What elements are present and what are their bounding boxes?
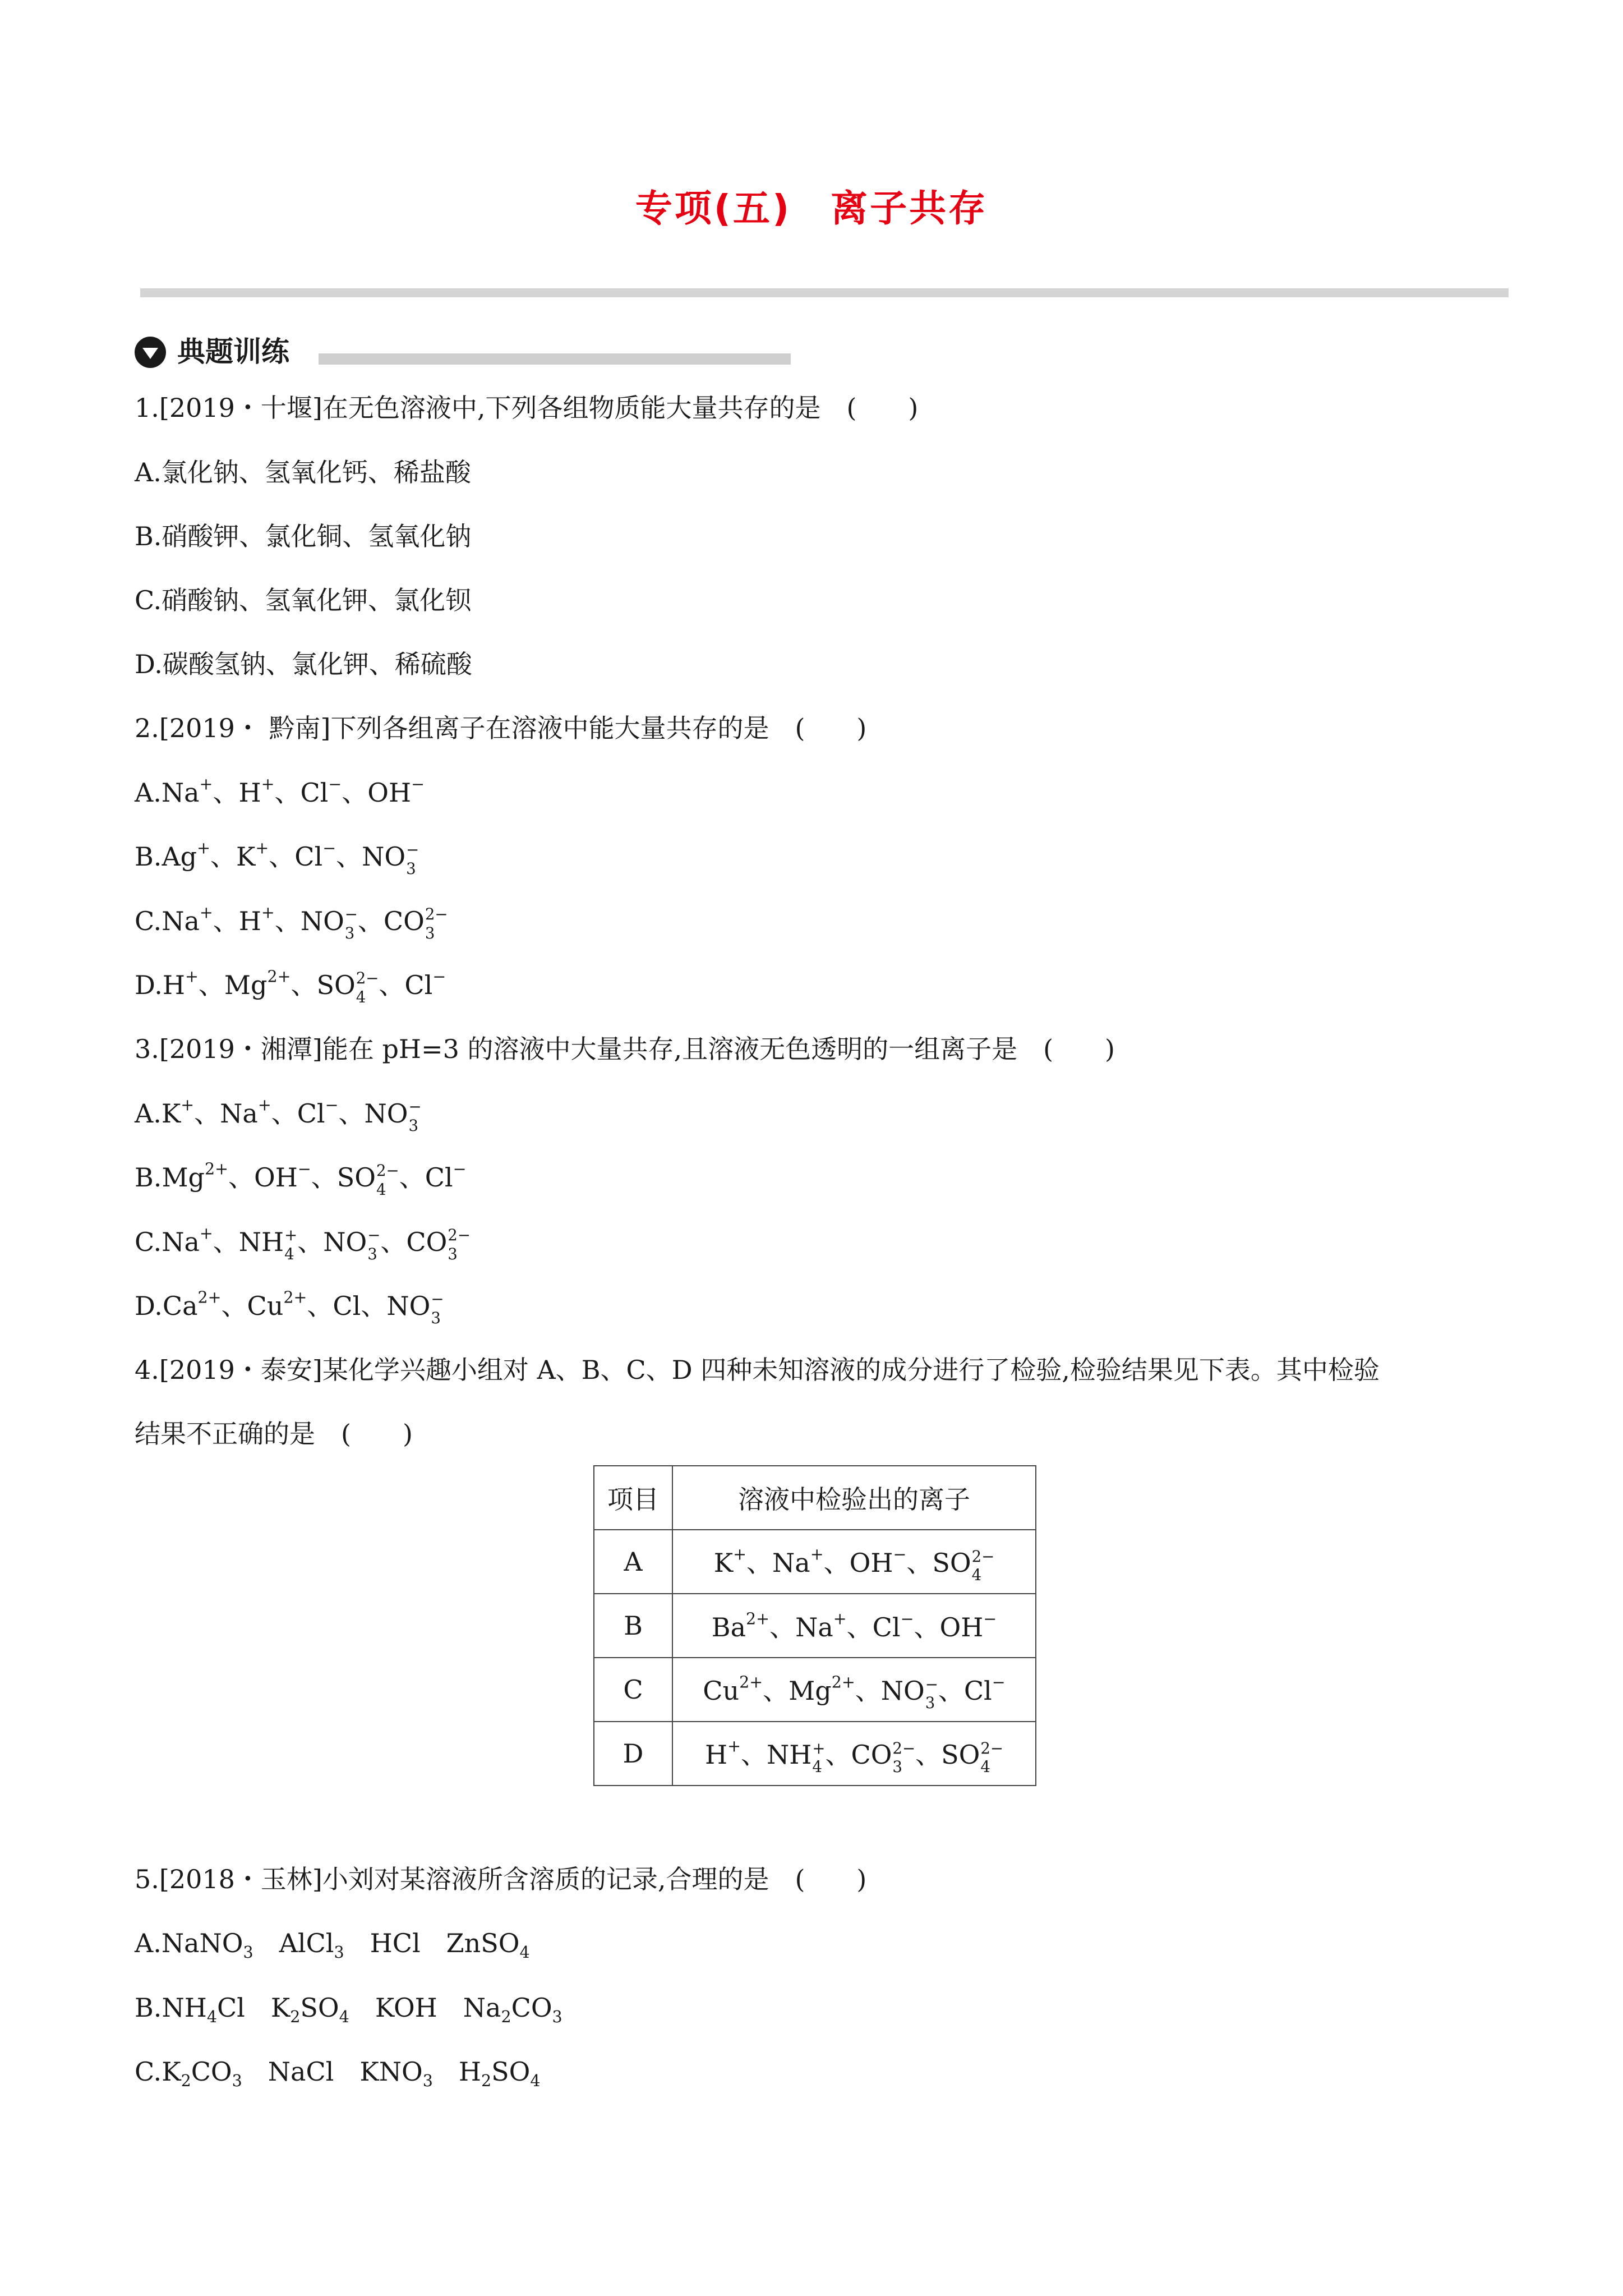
question-5-option-c[interactable] (135, 2055, 541, 2088)
formula-part: A. (135, 1928, 162, 1958)
formula-part (406, 840, 419, 878)
formula-part: Ba (711, 1612, 746, 1642)
question-2-option-a[interactable] (135, 776, 425, 809)
formula-part: 4 (812, 1757, 822, 1777)
formula-part: K (162, 2056, 181, 2087)
formula-part: − (344, 905, 358, 924)
formula-part: 4 (376, 1180, 386, 1199)
formula-part: B. (135, 841, 162, 872)
formula-part: B. (135, 1162, 162, 1193)
formula-part: 3 (406, 859, 416, 878)
ion-charge: + (261, 903, 275, 922)
formula-part: C. (135, 906, 162, 936)
formula-part: 3 (448, 1245, 458, 1263)
ion-charge: + (733, 1545, 747, 1564)
formula-part: Cl (333, 1291, 361, 1321)
table-cell-id: B (594, 1594, 672, 1658)
formula-part: 3 (408, 1116, 419, 1135)
ion-charge: − (328, 775, 342, 794)
formula-part: 、 (213, 777, 239, 808)
formula-part: 4 (971, 1566, 982, 1585)
section-header (135, 332, 796, 371)
formula-subscript: 4 (530, 2071, 541, 2090)
formula-part: C. (135, 1227, 162, 1257)
formula-part: Cl (963, 1676, 992, 1706)
formula-part: Ca (162, 1291, 198, 1321)
formula-part: NO (323, 1227, 367, 1257)
ion-charge: 2+ (197, 1288, 222, 1307)
ion-charge: − (322, 839, 336, 858)
formula-part: NO (364, 1098, 408, 1129)
formula-part: SO (491, 2056, 531, 2087)
ion-charge: + (261, 775, 275, 794)
ion-charge: − (297, 1159, 311, 1179)
formula-subscript: 2 (481, 2071, 492, 2090)
table-header-item: 项目 (594, 1466, 672, 1530)
formula-part: − (406, 840, 419, 859)
formula-part (971, 1547, 995, 1585)
formula-subscript: 3 (552, 2007, 562, 2026)
formula-subscript: 3 (243, 1943, 253, 1962)
formula-subscript: 3 (334, 1943, 344, 1962)
formula-part: Na (161, 777, 200, 808)
formula-part: CO (383, 906, 425, 936)
ion-charge: + (197, 839, 211, 858)
table-row (594, 1530, 1036, 1594)
formula-part: NaNO (161, 1928, 243, 1958)
formula-part (367, 1226, 381, 1263)
formula-part: Cl (297, 1098, 325, 1129)
formula-part: KNO (359, 2056, 423, 2087)
formula-part: K (270, 1993, 291, 2023)
formula-part: NO (880, 1676, 925, 1706)
table-cell-ions: $Ba^{2+}$、Na+、Cl−、OH− (672, 1594, 1036, 1658)
ion-charge: 2+ (739, 1673, 763, 1692)
formula-part: Mg (224, 970, 268, 1000)
formula-part: 2− (356, 969, 379, 988)
ion-charge: 2+ (831, 1673, 855, 1692)
title-divider (140, 288, 1509, 297)
ion-charge: 2+ (204, 1159, 229, 1179)
formula-part: 4 (284, 1245, 294, 1263)
formula-part: K (713, 1548, 734, 1579)
formula-part: − (408, 1097, 422, 1116)
question-2-option-b[interactable]: B.Ag+、K+、Cl−、NO − 3 (135, 839, 419, 878)
question-4-stem-continued: 结果不正确的是 ( ) (135, 1419, 413, 1449)
triangle-down-circle-icon (135, 337, 166, 368)
formula-subscript: 3 (232, 2071, 242, 2090)
formula-part: NH (162, 1993, 207, 2023)
formula-part: NO (362, 841, 406, 872)
formula-part (925, 1674, 938, 1713)
formula-part: NH (238, 1227, 284, 1257)
table-row (594, 1594, 1036, 1658)
formula-part: NH (767, 1740, 812, 1770)
formula-part: 2− (892, 1738, 916, 1757)
formula-part: CO (191, 2056, 232, 2087)
question-3-option-c[interactable]: C.Na+、NH + 4 、NO − 3 、CO 2− 3 (135, 1224, 471, 1263)
formula-part: NO (300, 906, 344, 936)
formula-part: Na (162, 906, 200, 936)
question-2-stem: 2.[2019・ 黔南]下列各组离子在溶液中能大量共存的是 ( ) (135, 713, 867, 743)
formula-part: CO (851, 1740, 892, 1770)
formula-part: K (161, 1098, 181, 1129)
formula-part: Na (772, 1548, 810, 1579)
question-3-stem: 3.[2019・湘潭]能在 pH=3 的溶液中大量共存,且溶液无色透明的一组离子是 ( ) (135, 1034, 1115, 1064)
formula-part: H (704, 1740, 728, 1770)
ion-charge: 2+ (267, 967, 291, 986)
formula-part: Cl (300, 777, 329, 808)
formula-part: NO (386, 1291, 431, 1321)
formula-part (812, 1738, 826, 1777)
formula-part: KOH (375, 1993, 437, 2023)
formula-part: OH (939, 1612, 984, 1642)
formula-part (376, 1161, 399, 1199)
formula-part: OH (849, 1548, 893, 1579)
formula-part: D. (135, 1291, 163, 1321)
formula-part: A. (135, 1098, 162, 1129)
question-3-option-d[interactable]: $D.Ca^{2+}$、$Cu^{2+}$、Cl、NO − 3 (135, 1288, 444, 1327)
question-4-stem: 4.[2019・泰安]某化学兴趣小组对 A、B、C、D 四种未知溶液的成分进行了检验,检验结果见下表。其中检验 (135, 1355, 1380, 1385)
table-cell-id: A (594, 1530, 672, 1594)
formula-part: SO (336, 1162, 376, 1193)
formula-part: H (238, 906, 261, 936)
formula-part: 、 (274, 777, 301, 808)
ion-charge: + (255, 839, 269, 858)
formula-part: Na (795, 1612, 833, 1642)
table-header-row (594, 1466, 1036, 1530)
formula-part (425, 905, 448, 942)
question-5-option-a[interactable] (135, 1926, 530, 1960)
formula-part: H (238, 777, 261, 808)
formula-part: 3 (344, 924, 355, 942)
formula-part: Mg (789, 1676, 832, 1706)
formula-part: Cu (703, 1676, 740, 1706)
formula-part (892, 1738, 916, 1777)
ion-charge: + (727, 1737, 741, 1756)
section-label: 典题训练 (177, 335, 289, 368)
formula-part: 2− (448, 1226, 471, 1245)
table-cell-ions: K+、Na+、OH−、SO 2− 4 (672, 1530, 1036, 1594)
formula-part: 4 (356, 988, 366, 1006)
formula-part: OH (367, 777, 412, 808)
ion-charge: − (432, 967, 446, 986)
formula-part: Cl (425, 1162, 453, 1193)
formula-part: 3 (892, 1757, 902, 1777)
formula-part: 3 (425, 924, 435, 942)
formula-part: 2− (376, 1161, 399, 1180)
question-1-stem: 1.[2019・十堰]在无色溶液中,下列各组物质能大量共存的是 ( ) (135, 393, 919, 423)
question-1-option-c[interactable]: C.硝酸钠、氢氧化钾、氯化钡 (135, 585, 472, 615)
formula-part: Cl (216, 1993, 245, 2023)
formula-part: D. (135, 970, 163, 1000)
formula-subscript: 4 (206, 2007, 217, 2026)
ion-test-table (593, 1465, 1036, 1786)
ion-charge: − (893, 1545, 907, 1564)
formula-part: Mg (162, 1162, 205, 1193)
question-5-stem: 5.[2018・玉林]小刘对某溶液所含溶质的记录,合理的是 ( ) (135, 1864, 867, 1894)
ion-charge: − (900, 1609, 914, 1628)
formula-part: Na (463, 1993, 501, 2023)
formula-part: K (236, 841, 256, 872)
ion-charge: − (453, 1159, 467, 1179)
ion-charge: − (325, 1096, 339, 1115)
ion-charge: + (185, 967, 199, 986)
ion-charge: 2+ (746, 1609, 770, 1628)
formula-part: AlCl (279, 1928, 334, 1958)
formula-part: Na (220, 1098, 258, 1129)
formula-part: − (925, 1674, 938, 1694)
formula-part: C. (135, 2056, 162, 2087)
ion-charge: − (992, 1673, 1006, 1692)
ion-charge: + (199, 775, 213, 794)
formula-part: 4 (980, 1757, 990, 1777)
table-cell-ions: H+、NH + 4 、CO 2− 3 、SO 2− 4 (672, 1722, 1036, 1786)
formula-part: Cl (294, 841, 323, 872)
formula-subscript: 4 (339, 2007, 349, 2026)
formula-part: 3 (367, 1245, 377, 1263)
ion-charge: − (983, 1609, 997, 1628)
formula-part: CO (406, 1227, 448, 1257)
formula-part (431, 1290, 444, 1327)
formula-part: Cl (404, 970, 433, 1000)
page-title: 专项(五) 离子共存 (635, 187, 988, 230)
ion-charge: − (411, 775, 425, 794)
formula-part (980, 1738, 1004, 1777)
formula-subscript: 2 (181, 2071, 191, 2090)
question-3-option-a[interactable]: A.K+、Na+、Cl−、NO − 3 (135, 1096, 422, 1135)
ion-charge: + (833, 1609, 847, 1628)
formula-part: HCl (370, 1928, 421, 1958)
formula-part: ZnSO (446, 1928, 520, 1958)
table-cell-ions: $Cu^{2+}$、$Mg^{2+}$、NO − 3 、Cl− (672, 1658, 1036, 1722)
question-1-option-d[interactable]: D.碳酸氢钠、氯化钾、稀硫酸 (135, 649, 472, 679)
formula-part: 、 (342, 777, 368, 808)
formula-subscript: 2 (290, 2007, 301, 2026)
formula-part: H (162, 970, 185, 1000)
formula-part: Ag (162, 841, 197, 872)
section-bar (319, 353, 791, 365)
formula-part: A. (135, 777, 162, 808)
question-5-option-b[interactable] (135, 1991, 562, 2024)
formula-part: − (431, 1290, 444, 1309)
question-1-option-b[interactable]: B.硝酸钾、氯化铜、氢氧化钠 (135, 521, 472, 551)
formula-part: 2− (971, 1547, 995, 1566)
formula-part: OH (254, 1162, 298, 1193)
formula-part: B. (135, 1993, 162, 2023)
formula-part: + (284, 1226, 298, 1245)
formula-part: SO (941, 1740, 980, 1770)
formula-part: 2− (980, 1738, 1004, 1757)
formula-part: Cl (872, 1612, 901, 1642)
formula-part (408, 1097, 422, 1135)
formula-part: + (812, 1738, 826, 1757)
formula-part (344, 905, 358, 942)
table-header-ions: 溶液中检验出的离子 (672, 1466, 1036, 1530)
formula-part: 3 (925, 1694, 935, 1713)
formula-subscript: 2 (501, 2007, 511, 2026)
formula-part: SO (316, 970, 356, 1000)
formula-part (356, 969, 379, 1006)
table-row (594, 1658, 1036, 1722)
formula-part: − (367, 1226, 381, 1245)
formula-part: 3 (431, 1309, 441, 1327)
formula-part: NaCl (268, 2056, 334, 2087)
formula-part: 2− (425, 905, 448, 924)
question-1-option-a[interactable]: A.氯化钠、氢氧化钙、稀盐酸 (135, 457, 471, 487)
ion-charge: 2+ (283, 1288, 307, 1307)
question-2-option-c[interactable]: C.Na+、H+、NO − 3 、CO 2− 3 (135, 903, 448, 942)
ion-charge: + (199, 1224, 213, 1243)
formula-part: SO (932, 1548, 971, 1579)
ion-charge: + (199, 903, 213, 922)
ion-charge: + (810, 1545, 824, 1564)
ion-charge: + (181, 1096, 195, 1115)
formula-part: H (458, 2056, 481, 2087)
formula-subscript: 3 (422, 2071, 433, 2090)
table-cell-id: C (594, 1658, 672, 1722)
formula-part: Cu (247, 1291, 284, 1321)
question-2-option-d[interactable]: D.H+、$Mg^{2+}$、SO 2− 4 、Cl− (135, 967, 446, 1006)
formula-part (448, 1226, 471, 1263)
question-3-option-b[interactable]: $B.Mg^{2+}$、OH−、SO 2− 4 、Cl− (135, 1159, 467, 1199)
table-row (594, 1722, 1036, 1786)
ion-charge: + (257, 1096, 271, 1115)
formula-part: CO (511, 1993, 552, 2023)
formula-part: Na (162, 1227, 200, 1257)
table-cell-id: D (594, 1722, 672, 1786)
formula-part: SO (300, 1993, 339, 2023)
formula-subscript: 4 (519, 1943, 530, 1962)
formula-part (284, 1226, 298, 1263)
